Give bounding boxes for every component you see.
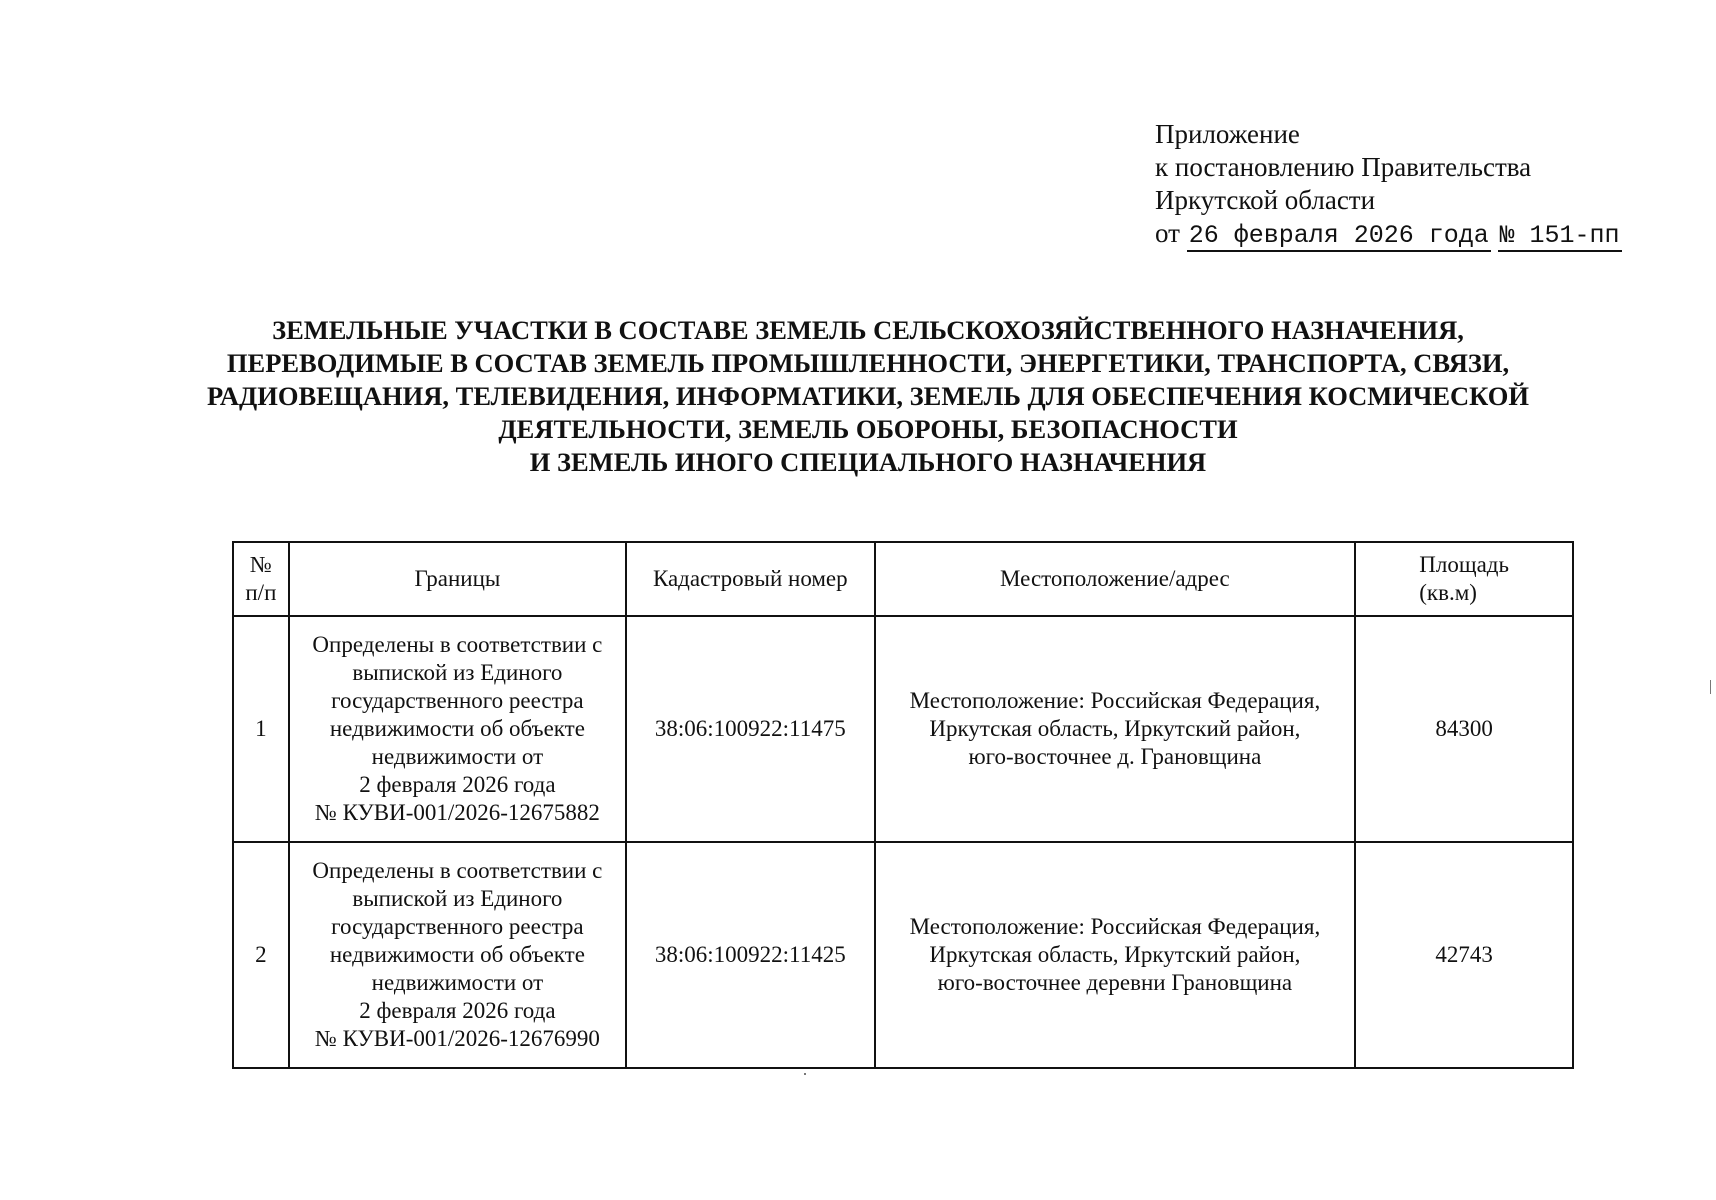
row-bounds: Определены в соответствии с выпиской из Единого государственного реестра недвижимости об объекте недвижимости от 2 февраля 2026 года № КУВИ-001/2026-12675882 bbox=[289, 616, 626, 842]
header-area: Площадь (кв.м) bbox=[1419, 552, 1509, 605]
row-area: 84300 bbox=[1355, 616, 1573, 842]
row-cadastral: 38:06:100922:11425 bbox=[626, 842, 875, 1068]
header-area-cell bbox=[1355, 542, 1573, 616]
header-bounds: Границы bbox=[289, 542, 626, 616]
title-line-1: ЗЕМЕЛЬНЫЕ УЧАСТКИ В СОСТАВЕ ЗЕМЕЛЬ СЕЛЬСКОХОЗЯЙСТВЕННОГО НАЗНАЧЕНИЯ, bbox=[272, 315, 1464, 345]
header-location: Местоположение/адрес bbox=[875, 542, 1356, 616]
appendix-date-prefix: от bbox=[1155, 218, 1180, 248]
row-location: Местоположение: Российская Федерация, Иркутская область, Иркутский район, юго-восточнее деревни Грановщина bbox=[875, 842, 1356, 1068]
table-header-row bbox=[233, 542, 1573, 616]
appendix-block bbox=[1155, 118, 1622, 252]
appendix-region: Иркутской области bbox=[1155, 185, 1376, 215]
appendix-label: Приложение bbox=[1155, 119, 1300, 149]
appendix-decree-ref: к постановлению Правительства bbox=[1155, 152, 1532, 182]
title-line-5: И ЗЕМЕЛЬ ИНОГО СПЕЦИАЛЬНОГО НАЗНАЧЕНИЯ bbox=[529, 447, 1207, 477]
row-cadastral: 38:06:100922:11475 bbox=[626, 616, 875, 842]
header-cadastral: Кадастровый номер bbox=[626, 542, 875, 616]
title-line-3: РАДИОВЕЩАНИЯ, ТЕЛЕВИДЕНИЯ, ИНФОРМАТИКИ, ЗЕМЕЛЬ ДЛЯ ОБЕСПЕЧЕНИЯ КОСМИЧЕСКОЙ bbox=[207, 381, 1529, 411]
scan-speck bbox=[1710, 680, 1711, 694]
table-row bbox=[233, 842, 1573, 1068]
appendix-number: № 151-пп bbox=[1499, 221, 1620, 250]
title-line-2: ПЕРЕВОДИМЫЕ В СОСТАВ ЗЕМЕЛЬ ПРОМЫШЛЕННОСТИ, ЭНЕРГЕТИКИ, ТРАНСПОРТА, СВЯЗИ, bbox=[226, 348, 1510, 378]
row-num: 1 bbox=[233, 616, 289, 842]
appendix-date-line bbox=[1155, 217, 1622, 252]
row-bounds: Определены в соответствии с выпиской из Единого государственного реестра недвижимости об объекте недвижимости от 2 февраля 2026 года № КУВИ-001/2026-12676990 bbox=[289, 842, 626, 1068]
table-row bbox=[233, 616, 1573, 842]
appendix-date: 26 февраля 2026 года bbox=[1188, 221, 1489, 250]
row-location: Местоположение: Российская Федерация, Иркутская область, Иркутский район, юго-восточнее д. Грановщина bbox=[875, 616, 1356, 842]
scan-speck bbox=[804, 1073, 806, 1075]
title-line-4: ДЕЯТЕЛЬНОСТИ, ЗЕМЕЛЬ ОБОРОНЫ, БЕЗОПАСНОСТИ bbox=[498, 414, 1238, 444]
document-title bbox=[110, 314, 1626, 479]
row-area: 42743 bbox=[1355, 842, 1573, 1068]
row-num: 2 bbox=[233, 842, 289, 1068]
header-num: № п/п bbox=[233, 542, 289, 616]
land-plots-table bbox=[232, 541, 1574, 1069]
